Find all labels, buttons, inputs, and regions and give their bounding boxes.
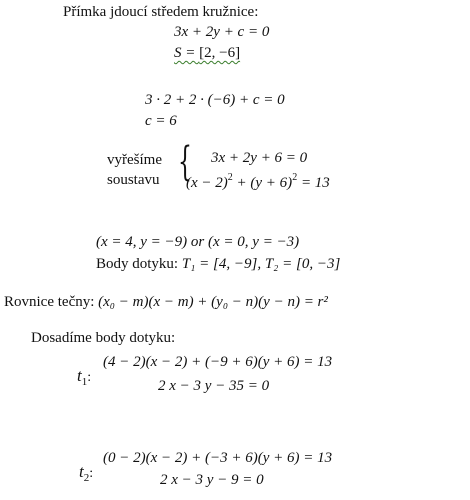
line-equation: 3x + 2y + c = 0 [174,24,270,40]
eq2-exp1: 2 [227,172,233,183]
substitution-equation: 3 · 2 + 2 · (−6) + c = 0 [145,92,285,108]
tangent-equation-row [4,294,328,311]
t2-letter: t [79,462,84,481]
t1-line1: (4 − 2)(x − 2) + (−9 + 6)(y + 6) = 13 [103,354,333,370]
system-label-line2: soustavu [107,172,160,188]
tangent-points-label: Body dotyku: [96,256,179,272]
tangent-equation-formula: (x₀ − m)(x − m) + (y₀ − n)(y − n) = r² [98,294,328,310]
t1-colon: : [87,370,92,385]
tangent-equation-label: Rovnice tečny: [4,294,95,310]
tangent-points-values: T₁ = [4, −9], T₂ = [0, −3] [181,256,341,272]
system-eq2 [186,172,330,192]
system-eq1: 3x + 2y + 6 = 0 [211,150,308,166]
t1-subscript: 1 [81,376,88,388]
solutions: (x = 4, y = −9) or (x = 0, y = −3) [96,234,300,250]
t2-subscript: 2 [83,472,90,484]
center-point [174,45,240,62]
eq2-exp2: 2 [292,172,298,183]
substitute-heading: Dosadíme body dotyku: [31,330,176,346]
t2-line1: (0 − 2)(x − 2) + (−3 + 6)(y + 6) = 13 [103,450,333,466]
system-label-line1: vyřešíme [107,152,162,168]
t2-colon: : [89,466,94,481]
tangent-points-row [96,256,340,273]
t2-label [79,462,93,484]
heading-line-through-center: Přímka jdoucí středem kružnice: [63,4,259,20]
eq2-part-a: (x − 2) [186,175,228,191]
t2-line2: 2 x − 3 y − 9 = 0 [160,472,264,488]
center-prefix: S = [174,45,200,61]
t1-line2: 2 x − 3 y − 35 = 0 [158,378,270,394]
center-value: [2, −6] [199,45,241,61]
left-brace: { [178,139,192,185]
c-result: c = 6 [145,113,177,129]
eq2-part-b: + (y + 6) [232,175,293,191]
eq2-part-c: = 13 [297,175,330,191]
t1-letter: t [77,366,82,385]
t1-label [77,366,91,388]
